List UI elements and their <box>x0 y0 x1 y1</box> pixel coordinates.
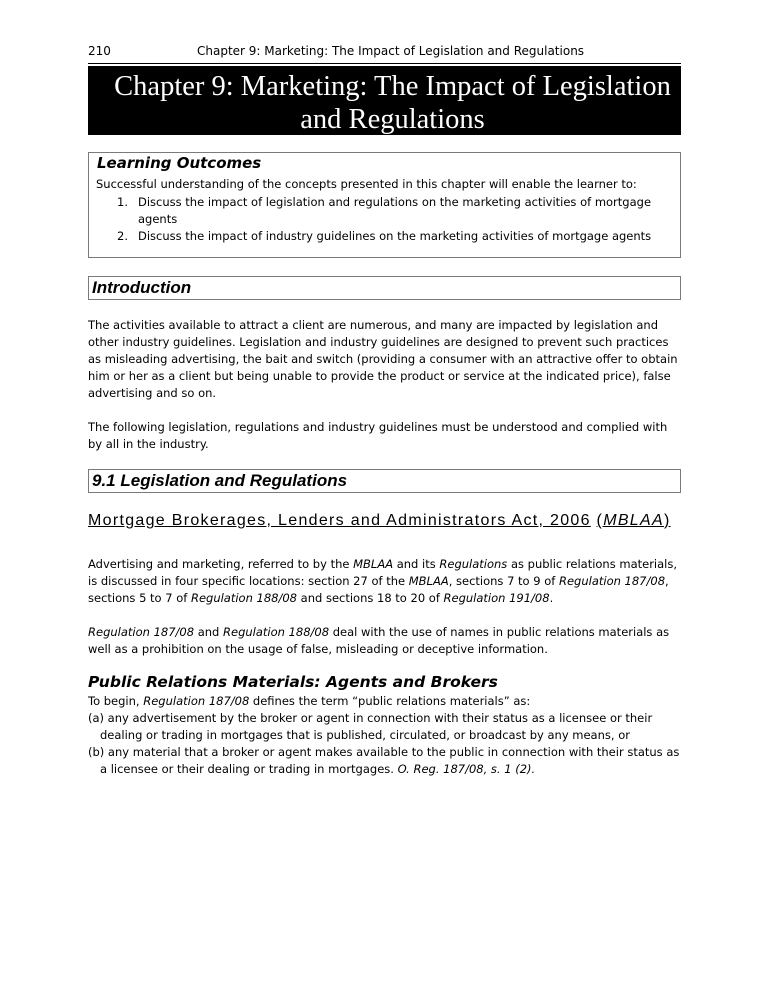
italic-run: Regulation 187/08 <box>88 625 195 639</box>
list-item-text: Discuss the impact of legislation and regulations on the marketing activities of mortgage agents <box>138 195 652 226</box>
italic-run: Regulation 191/08 <box>443 591 550 605</box>
list-item <box>96 228 656 245</box>
text-run: . <box>549 591 554 605</box>
page-number: 210 <box>88 44 111 58</box>
introduction-heading: Introduction <box>92 278 192 297</box>
italic-run: MBLAA <box>408 574 449 588</box>
list-item-number: 2. <box>117 229 128 243</box>
running-header <box>88 44 681 62</box>
chapter-title-line-2: and Regulations <box>300 104 485 135</box>
pr-materials-body <box>88 693 681 778</box>
italic-run: Regulation 187/08 <box>558 574 666 588</box>
pr-materials-heading: Public Relations Materials: Agents and Brokers <box>88 673 498 691</box>
section-9-1-heading: 9.1 Legislation and Regulations <box>92 471 348 490</box>
header-divider <box>88 63 681 64</box>
introduction-paragraph-1: The activities available to attract a client are numerous, and many are impacted by legislation and other industry guidelines. Legislation and industry guidelines are designed to prevent such practices as misleading advertising, the bait and switch (providing a consumer with an attractive offer to obtain him or her as a client but being unable to provide the product or service at the indicated price), false advertising and so on. <box>88 318 678 400</box>
chapter-title-banner <box>88 66 681 135</box>
text-run: , sections 5 to 7 of <box>88 574 669 605</box>
italic-run: Regulation 188/08 <box>190 591 297 605</box>
italic-run: Regulations <box>439 557 508 571</box>
mblaa-acronym-open: ( <box>596 512 604 529</box>
learning-outcomes-heading: Learning Outcomes <box>97 154 262 172</box>
text-run: Advertising and marketing, referred to by the <box>88 557 354 571</box>
italic-run: MBLAA <box>353 557 394 571</box>
definition-item-b <box>88 744 681 778</box>
mblaa-title: Mortgage Brokerages, Lenders and Administrators Act, 2006 <box>88 512 591 529</box>
section-9-1-paragraph-1 <box>88 556 681 607</box>
mblaa-acronym: MBLAA <box>603 512 664 529</box>
learning-outcomes-list <box>96 194 656 245</box>
mblaa-subheading <box>88 511 681 530</box>
section-9-1-heading-box <box>88 469 681 493</box>
citation: O. Reg. 187/08, s. 1 (2). <box>397 762 536 776</box>
introduction-paragraph-2: The following legislation, regulations and industry guidelines must be understood and complied with by all in the industry. <box>88 420 668 451</box>
text-run: (b) any material that a broker or agent makes available to the public in connection with their status as a licensee or their dealing or trading in mortgages. <box>88 745 680 776</box>
text-run: To begin, <box>88 694 144 708</box>
running-title: Chapter 9: Marketing: The Impact of Legislation and Regulations <box>197 44 585 58</box>
introduction-heading-box <box>88 276 681 300</box>
list-item-number: 1. <box>117 195 128 209</box>
text-run: and <box>194 625 223 639</box>
italic-run: Regulation 187/08 <box>143 694 250 708</box>
pr-materials-intro <box>88 693 681 710</box>
text-run: defines the term “public relations materials” as: <box>249 694 531 708</box>
chapter-title-line-1: Chapter 9: Marketing: The Impact of Legislation <box>114 71 671 102</box>
learning-outcomes-box <box>88 152 681 258</box>
section-9-1-paragraph-2 <box>88 624 681 658</box>
text-run: and sections 18 to 20 of <box>297 591 444 605</box>
text-run: as public relations materials, is discussed in four specific locations: section 27 of the <box>88 557 678 588</box>
text-run: deal with the use of names in public relations materials as well as a prohibition on the usage of false, misleading or deceptive information. <box>88 625 670 656</box>
text-run: and its <box>393 557 440 571</box>
list-item-text: Discuss the impact of industry guidelines on the marketing activities of mortgage agents <box>138 229 652 243</box>
mblaa-acronym-close: ) <box>663 512 671 529</box>
list-item <box>96 194 656 228</box>
italic-run: Regulation 188/08 <box>223 625 330 639</box>
text-run: , sections 7 to 9 of <box>448 574 559 588</box>
definition-item-a: (a) any advertisement by the broker or agent in connection with their status as a licensee or their dealing or trading in mortgages that is published, circulated, or broadcast by any means, or <box>88 711 653 742</box>
learning-outcomes-intro: Successful understanding of the concepts presented in this chapter will enable the learner to: <box>96 177 637 191</box>
